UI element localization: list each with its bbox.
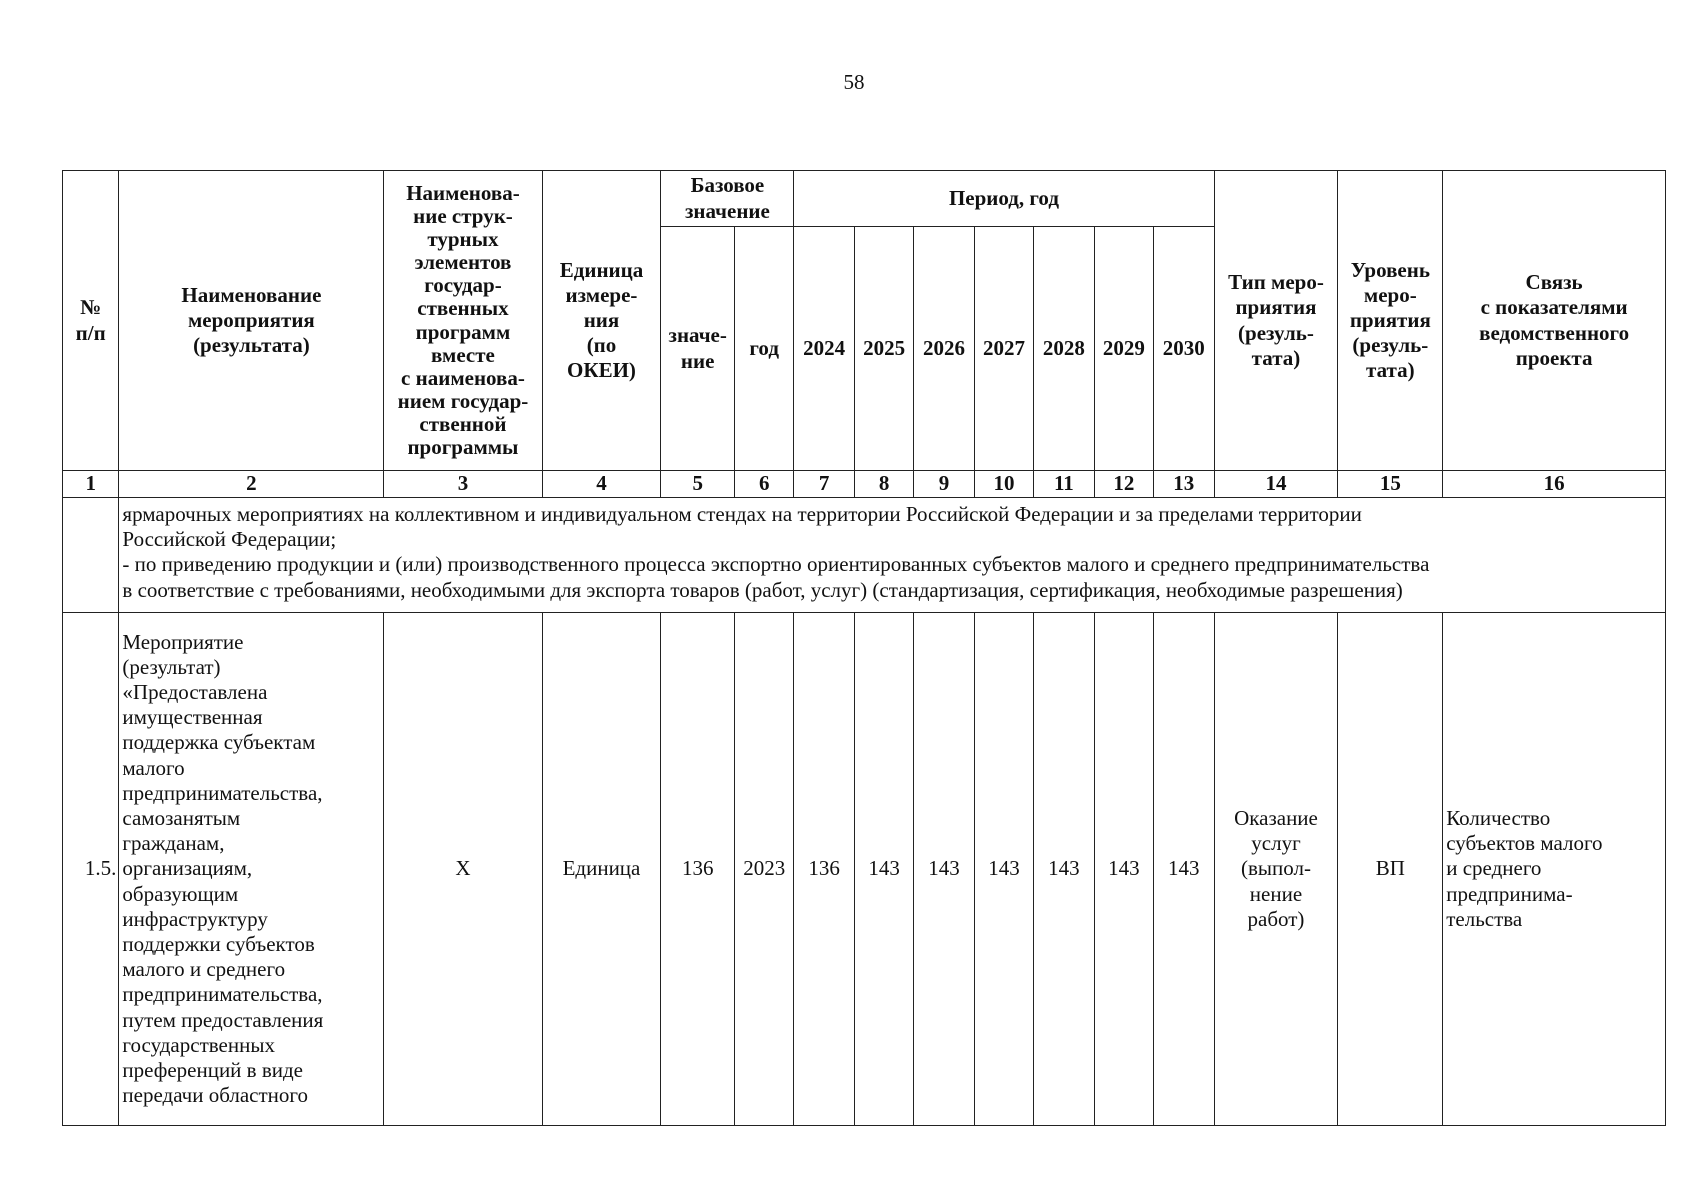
header-period-group: Период, год [794, 171, 1214, 227]
header-unit: Единица измере- ния (по ОКЕИ) [542, 171, 661, 471]
header-year-2027: 2027 [974, 227, 1033, 471]
header-year-2024: 2024 [794, 227, 854, 471]
header-measure-type: Тип меро- приятия (резуль- тата) [1214, 171, 1338, 471]
header-year-2030: 2030 [1154, 227, 1214, 471]
column-number: 14 [1214, 471, 1338, 498]
column-number: 8 [854, 471, 913, 498]
header-measure-name: Наименование мероприятия (результата) [119, 171, 384, 471]
header-base-value-group: Базовое значение [661, 171, 794, 227]
row-value-2025: 143 [854, 613, 913, 1126]
row-structural-element: Х [384, 613, 542, 1126]
header-year-2028: 2028 [1034, 227, 1094, 471]
table-row [63, 613, 1666, 1126]
row-value-2029: 143 [1094, 613, 1153, 1126]
column-number: 12 [1094, 471, 1153, 498]
row-value-2030: 143 [1154, 613, 1214, 1126]
row-value-2027: 143 [974, 613, 1033, 1126]
column-number: 2 [119, 471, 384, 498]
row-value-2026: 143 [914, 613, 974, 1126]
column-number: 6 [734, 471, 793, 498]
row-number: 1.5. [63, 613, 119, 1126]
column-number: 13 [1154, 471, 1214, 498]
row-base-value: 136 [661, 613, 735, 1126]
column-number: 7 [794, 471, 854, 498]
row-value-2024: 136 [794, 613, 854, 1126]
header-year-2029: 2029 [1094, 227, 1153, 471]
column-number: 5 [661, 471, 735, 498]
row-measure-type: Оказание услуг (выпол- нение работ) [1214, 613, 1338, 1126]
column-number: 9 [914, 471, 974, 498]
header-base-value: значе- ние [661, 227, 735, 471]
continuation-empty-cell [63, 498, 119, 613]
row-indicator-link: Количество субъектов малого и среднего предпринима- тельства [1443, 613, 1666, 1126]
column-number: 15 [1338, 471, 1443, 498]
header-indicator-link: Связь с показателями ведомственного проекта [1443, 171, 1666, 471]
continuation-row [63, 498, 1666, 613]
row-value-2028: 143 [1034, 613, 1094, 1126]
page-number: 58 [843, 70, 865, 94]
column-number: 11 [1034, 471, 1094, 498]
row-measure-level: ВП [1338, 613, 1443, 1126]
row-unit: Единица [542, 613, 661, 1126]
header-num: № п/п [63, 171, 119, 471]
column-number: 3 [384, 471, 542, 498]
header-year-2026: 2026 [914, 227, 974, 471]
header-base-year: год [734, 227, 793, 471]
column-number: 1 [63, 471, 119, 498]
column-number: 16 [1443, 471, 1666, 498]
header-year-2025: 2025 [854, 227, 913, 471]
header-measure-level: Уровень меро- приятия (резуль- тата) [1338, 171, 1443, 471]
column-number: 10 [974, 471, 1033, 498]
continuation-text: ярмарочных мероприятиях на коллективном и индивидуальном стендах на территории Российской Федерации и за пределами территории Российской Федерации; - по приведению продукции и (или) производственного процесса экспортно ориентированных субъектов малого и среднего предпринимательства в соответствие с требованиями, необходимыми для экспорта товаров (работ, услуг) (стандартизация, сертификация, необходимые разрешения) [119, 498, 1666, 613]
header-structural-elements: Наименова- ние струк- турных элементов государ- ственных программ вместе с наименова- нием государ- ственной программы [384, 171, 542, 471]
column-number: 4 [542, 471, 661, 498]
row-base-year: 2023 [734, 613, 793, 1126]
column-number-row [63, 471, 1666, 498]
measures-table [62, 170, 1666, 1126]
row-measure-name: Мероприятие (результат) «Предоставлена имущественная поддержка субъектам малого предпринимательства, самозанятым гражданам, организациям, образующим инфраструктуру поддержки субъектов малого и среднего предпринимательства, путем предоставления государственных преференций в виде передачи областного [119, 613, 384, 1126]
